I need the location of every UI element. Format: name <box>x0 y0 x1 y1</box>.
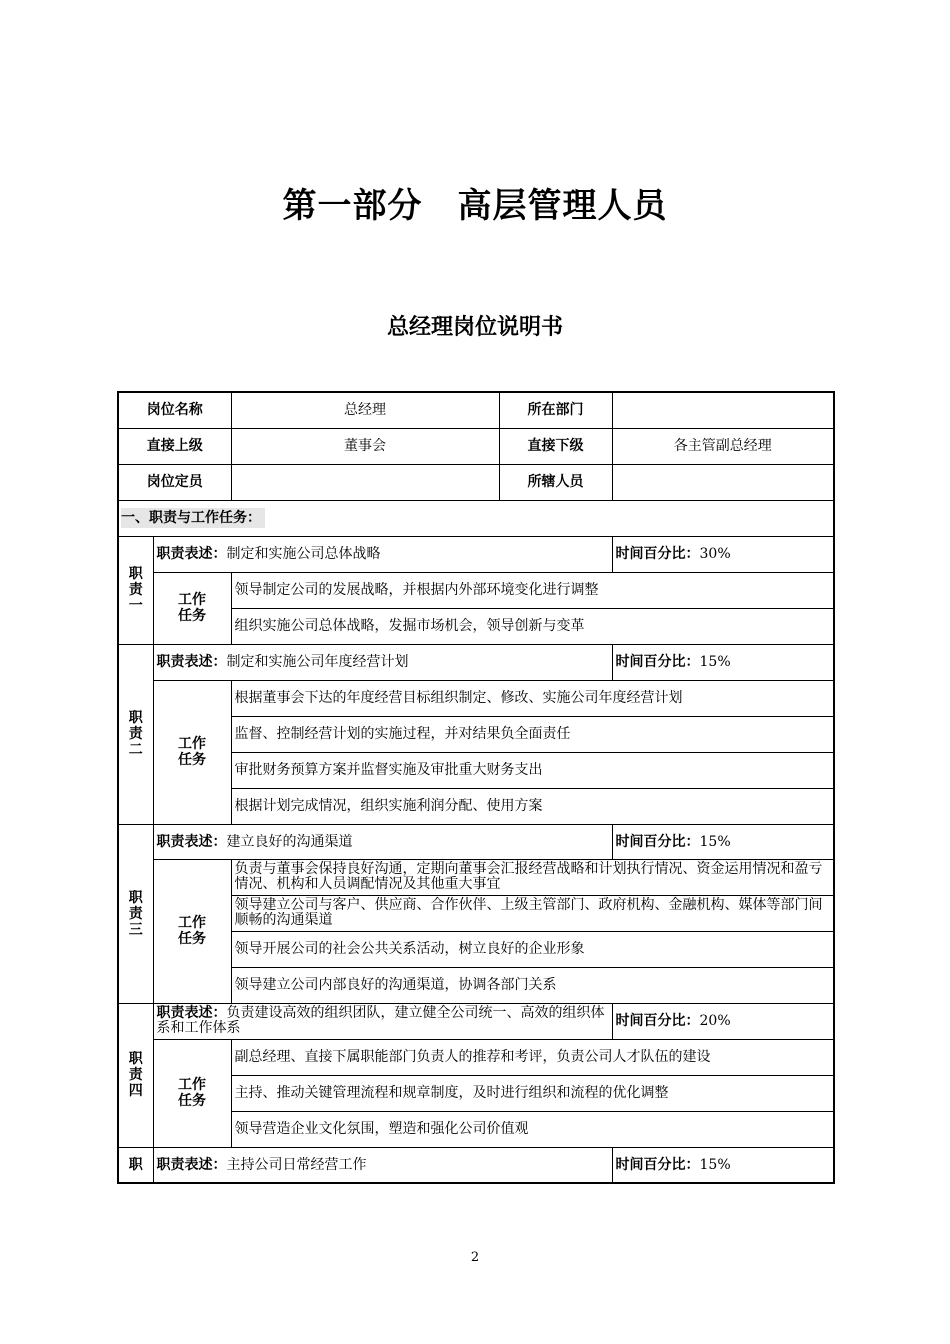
duty-2-task-label: 工作任务 <box>153 680 231 824</box>
duty-1-task-1: 领导制定公司的发展战略，并根据内外部环境变化进行调整 <box>231 572 834 608</box>
duty-4-desc: 职责表述：负责建设高效的组织团队，建立健全公司统一、高效的组织体系和工作体系 <box>153 1003 612 1039</box>
duty-1-pct: 时间百分比：30% <box>612 536 834 572</box>
doc-title: 总经理岗位说明书 <box>386 315 563 340</box>
duty-3-task-2: 领导建立公司与客户、供应商、合作伙伴、上级主管部门、政府机构、金融机构、媒体等部门间顺畅的沟通渠道 <box>231 895 834 931</box>
duty-4-task-2: 主持、推动关键管理流程和规章制度，及时进行组织和流程的优化调整 <box>231 1075 834 1111</box>
superior-value: 董事会 <box>231 428 499 464</box>
duty-4-pct: 时间百分比：20% <box>612 1003 834 1039</box>
duty-3-task-1: 负责与董事会保持良好沟通，定期向董事会汇报经营战略和计划执行情况、资金运用情况和盈亏情况、机构和人员调配情况及其他重大事宜 <box>231 859 834 895</box>
duty-2-task-3: 审批财务预算方案并监督实施及审批重大财务支出 <box>231 752 834 788</box>
headcount-value <box>231 464 499 500</box>
duty-2-pct: 时间百分比：15% <box>612 644 834 680</box>
duty-1-label: 职责一 <box>118 536 153 644</box>
superior-label: 直接上级 <box>118 428 231 464</box>
staff-label: 所辖人员 <box>499 464 612 500</box>
duty-2-desc: 职责表述：制定和实施公司年度经营计划 <box>153 644 612 680</box>
headcount-label: 岗位定员 <box>118 464 231 500</box>
duty-1-task-label: 工作任务 <box>153 572 231 644</box>
duty-2-task-1: 根据董事会下达的年度经营目标组织制定、修改、实施公司年度经营计划 <box>231 680 834 716</box>
position-name-value: 总经理 <box>231 392 499 428</box>
part-title: 第一部分 高层管理人员 <box>282 186 668 226</box>
staff-value <box>612 464 834 500</box>
duty-2-label: 职责二 <box>118 644 153 824</box>
page-number: 2 <box>470 1250 480 1265</box>
duty-1-task-2: 组织实施公司总体战略，发掘市场机会，领导创新与变革 <box>231 608 834 644</box>
duty-3-pct: 时间百分比：15% <box>612 824 834 859</box>
department-label: 所在部门 <box>499 392 612 428</box>
duty-5-desc: 职责表述：主持公司日常经营工作 <box>153 1147 612 1183</box>
duty-4-label: 职责四 <box>118 1003 153 1147</box>
duty-5-label: 职 <box>118 1147 153 1183</box>
subordinate-label: 直接下级 <box>499 428 612 464</box>
job-description-table <box>117 391 835 1184</box>
duty-3-task-4: 领导建立公司内部良好的沟通渠道，协调各部门关系 <box>231 967 834 1003</box>
duty-3-task-3: 领导开展公司的社会公共关系活动，树立良好的企业形象 <box>231 931 834 967</box>
duty-4-task-3: 领导营造企业文化氛围，塑造和强化公司价值观 <box>231 1111 834 1147</box>
duty-5-pct: 时间百分比：15% <box>612 1147 834 1183</box>
duty-4-task-1: 副总经理、直接下属职能部门负责人的推荐和考评，负责公司人才队伍的建设 <box>231 1039 834 1075</box>
duty-2-task-4: 根据计划完成情况，组织实施利润分配、使用方案 <box>231 788 834 824</box>
duty-3-task-label: 工作任务 <box>153 859 231 1003</box>
duty-3-desc: 职责表述：建立良好的沟通渠道 <box>153 824 612 859</box>
section-title: 一、职责与工作任务： <box>118 500 834 536</box>
duty-4-task-label: 工作任务 <box>153 1039 231 1147</box>
subordinate-value: 各主管副总经理 <box>612 428 834 464</box>
duty-1-desc: 职责表述：制定和实施公司总体战略 <box>153 536 612 572</box>
department-value <box>612 392 834 428</box>
duty-3-label: 职责三 <box>118 824 153 1003</box>
duty-2-task-2: 监督、控制经营计划的实施过程，并对结果负全面责任 <box>231 716 834 752</box>
position-name-label: 岗位名称 <box>118 392 231 428</box>
